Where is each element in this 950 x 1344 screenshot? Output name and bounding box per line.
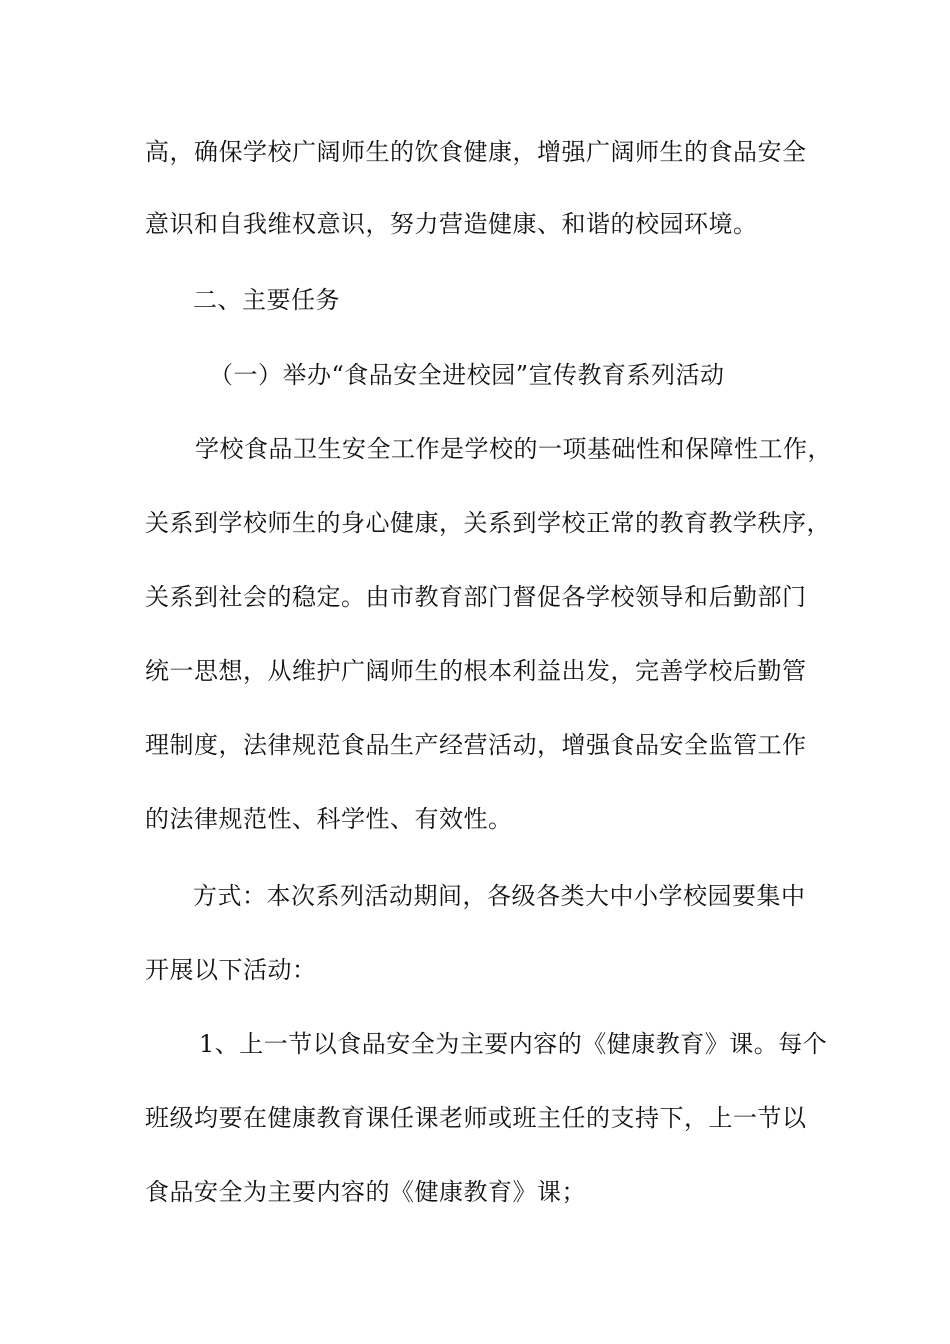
- paragraph-line: 关系到社会的稳定。由市教育部门督促各学校领导和后勤部门: [145, 583, 807, 611]
- paragraph-line: 理制度，法律规范食品生产经营活动，增强食品安全监管工作: [145, 731, 807, 759]
- paragraph-line: 意识和自我维权意识，努力营造健康、和谐的校园环境。: [145, 210, 758, 238]
- paragraph-line: 学校食品卫生安全工作是学校的一项基础性和保障性工作，: [195, 435, 832, 463]
- section-heading: 二、主要任务: [193, 286, 340, 314]
- paragraph-line: 方式：本次系列活动期间，各级各类大中小学校园要集中: [193, 882, 806, 910]
- list-item-line: 班级均要在健康教育课任课老师或班主任的支持下，上一节以: [145, 1104, 807, 1132]
- subsection-heading: （一）举办“食品安全进校园”宣传教育系列活动: [209, 361, 725, 389]
- list-item-line: 食品安全为主要内容的《健康教育》课；: [145, 1178, 586, 1206]
- paragraph-line: 高，确保学校广阔师生的饮食健康，增强广阔师生的食品安全: [145, 138, 807, 166]
- paragraph-line: 关系到学校师生的身心健康，关系到学校正常的教育教学秩序，: [145, 509, 831, 537]
- paragraph-line: 开展以下活动：: [145, 956, 317, 984]
- list-item-line: 1、上一节以食品安全为主要内容的《健康教育》课。每个: [199, 1030, 828, 1058]
- paragraph-line: 的法律规范性、科学性、有效性。: [145, 805, 513, 833]
- paragraph-line: 统一思想，从维护广阔师生的根本利益出发，完善学校后勤管: [145, 657, 807, 685]
